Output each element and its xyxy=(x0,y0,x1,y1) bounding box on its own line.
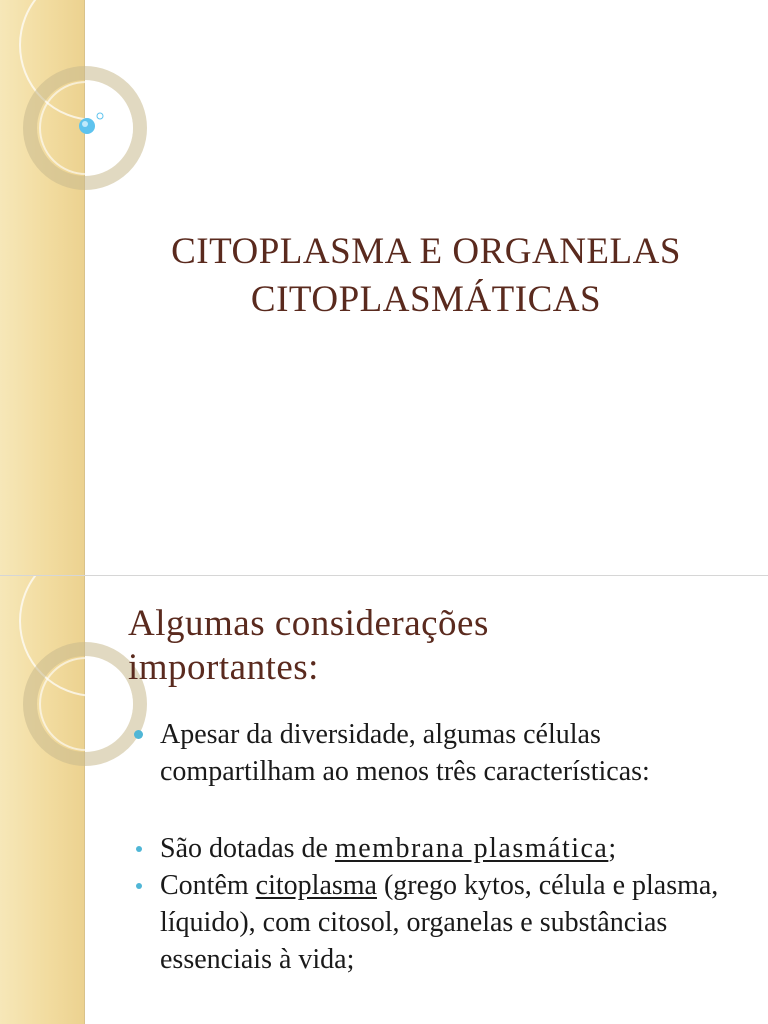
bullet-text: Apesar da diversidade, algumas células compartilham ao menos três características: xyxy=(160,719,650,787)
slide-1-title xyxy=(84,228,768,324)
underlined-term: citoplasma xyxy=(255,870,377,901)
bullet-item xyxy=(130,867,750,978)
list-spacer xyxy=(130,790,750,830)
slide-2-title-line-1: Algumas considerações xyxy=(128,603,489,644)
decorative-rings-icon-2 xyxy=(0,576,110,776)
slide-1-title-line-1: CITOPLASMA E ORGANELAS xyxy=(171,231,681,272)
slide-2 xyxy=(0,576,768,1024)
slide-2-title-line-2: importantes: xyxy=(128,647,319,688)
bullet-item xyxy=(130,716,750,790)
bullet-text-rest: (grego kytos, célula e plasma, líquido), com citosol, organelas e substâncias essenciais à vida; xyxy=(160,870,719,975)
decorative-rings-icon xyxy=(0,0,110,200)
bullet-text-prefix: Contêm xyxy=(160,870,256,901)
bullet-text-prefix: São dotadas de xyxy=(160,833,335,864)
bullet-text-suffix: ; xyxy=(608,833,617,864)
underlined-term: membrana plasmática xyxy=(334,833,609,864)
bullet-list xyxy=(130,716,750,978)
slide-1-title-line-2: CITOPLASMÁTICAS xyxy=(250,279,602,320)
slide-2-title xyxy=(128,602,728,690)
bullet-item xyxy=(130,830,750,867)
